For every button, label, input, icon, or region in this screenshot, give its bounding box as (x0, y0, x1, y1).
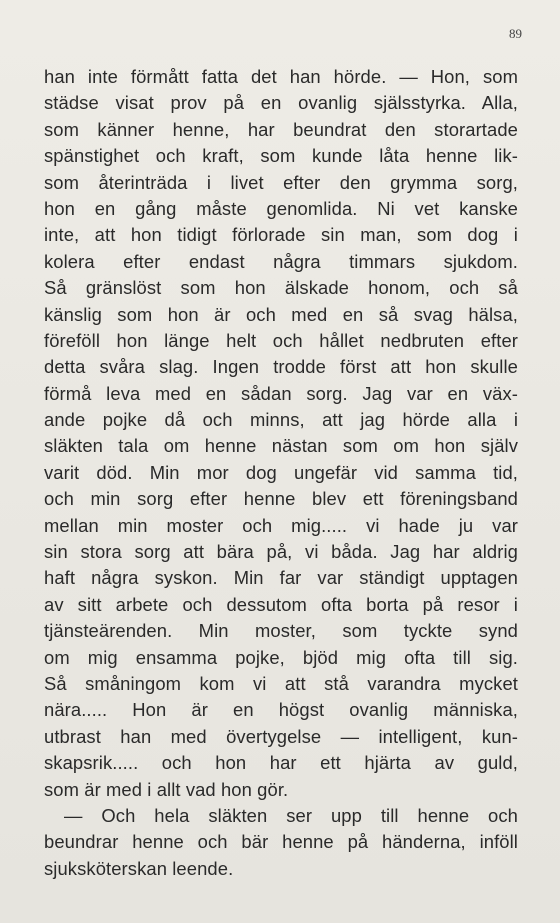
body-text (44, 64, 518, 882)
text-line: varit död. Min mor dog ungefär vid samma tid, (44, 461, 518, 483)
page-number: 89 (509, 26, 522, 41)
text-line: han inte förmått fatta det han hörde. — Hon, som (44, 66, 518, 87)
text-line: — Och hela släkten ser upp till henne och (64, 804, 518, 826)
text-line: kolera efter endast några timmars sjukdom. (44, 250, 518, 272)
text-line: föreföll hon länge helt och hållet nedbruten efter (44, 329, 518, 351)
text-line: släkten tala om henne nästan som om hon själv (44, 435, 518, 457)
text-line: ande pojke då och minns, att jag hörde alla i (44, 409, 518, 431)
text-line: om mig ensamma pojke, bjöd mig ofta till sig. (44, 646, 518, 668)
text-line: av sitt arbete och dessutom ofta borta på resor i (44, 593, 518, 615)
text-line: utbrast han med övertygelse — intelligent, kun- (44, 725, 518, 747)
text-line: spänstighet och kraft, som kunde låta henne lik- (44, 145, 518, 167)
text-line: inte, att hon tidigt förlorade sin man, som dog i (44, 224, 518, 246)
text-line: som känner henne, har beundrat den storartade (44, 118, 518, 140)
text-line: beundrar henne och bär henne på händerna, inföll (44, 831, 518, 853)
text-line: tjänsteärenden. Min moster, som tyckte synd (44, 620, 518, 642)
text-line: sin stora sorg att bära på, vi båda. Jag har aldrig (44, 541, 518, 563)
text-line: nära..... Hon är en högst ovanlig människa, (44, 699, 518, 721)
text-line: sjuksköterskan leende. (44, 857, 234, 879)
text-line: haft några syskon. Min far var ständigt upptagen (44, 567, 518, 589)
text-line: detta svåra slag. Ingen trodde först att hon skulle (44, 356, 518, 378)
text-line: Så gränslöst som hon älskade honom, och så (44, 277, 518, 299)
text-line: hon en gång måste genomlida. Ni vet kanske (44, 197, 518, 219)
text-line: som återinträda i livet efter den grymma sorg, (44, 171, 518, 193)
text-line: skapsrik..... och hon har ett hjärta av guld, (44, 752, 518, 774)
text-line: mellan min moster och mig..... vi hade ju var (44, 514, 518, 536)
text-line: som är med i allt vad hon gör. (44, 778, 289, 800)
text-line: förmå leva med en sådan sorg. Jag var en väx- (44, 382, 518, 404)
text-line: känslig som hon är och med en så svag hälsa, (44, 303, 518, 325)
text-line: Så småningom kom vi att stå varandra mycket (44, 672, 518, 694)
text-line: städse visat prov på en ovanlig själsstyrka. Alla, (44, 92, 518, 114)
text-line: och min sorg efter henne blev ett föreningsband (44, 488, 518, 510)
